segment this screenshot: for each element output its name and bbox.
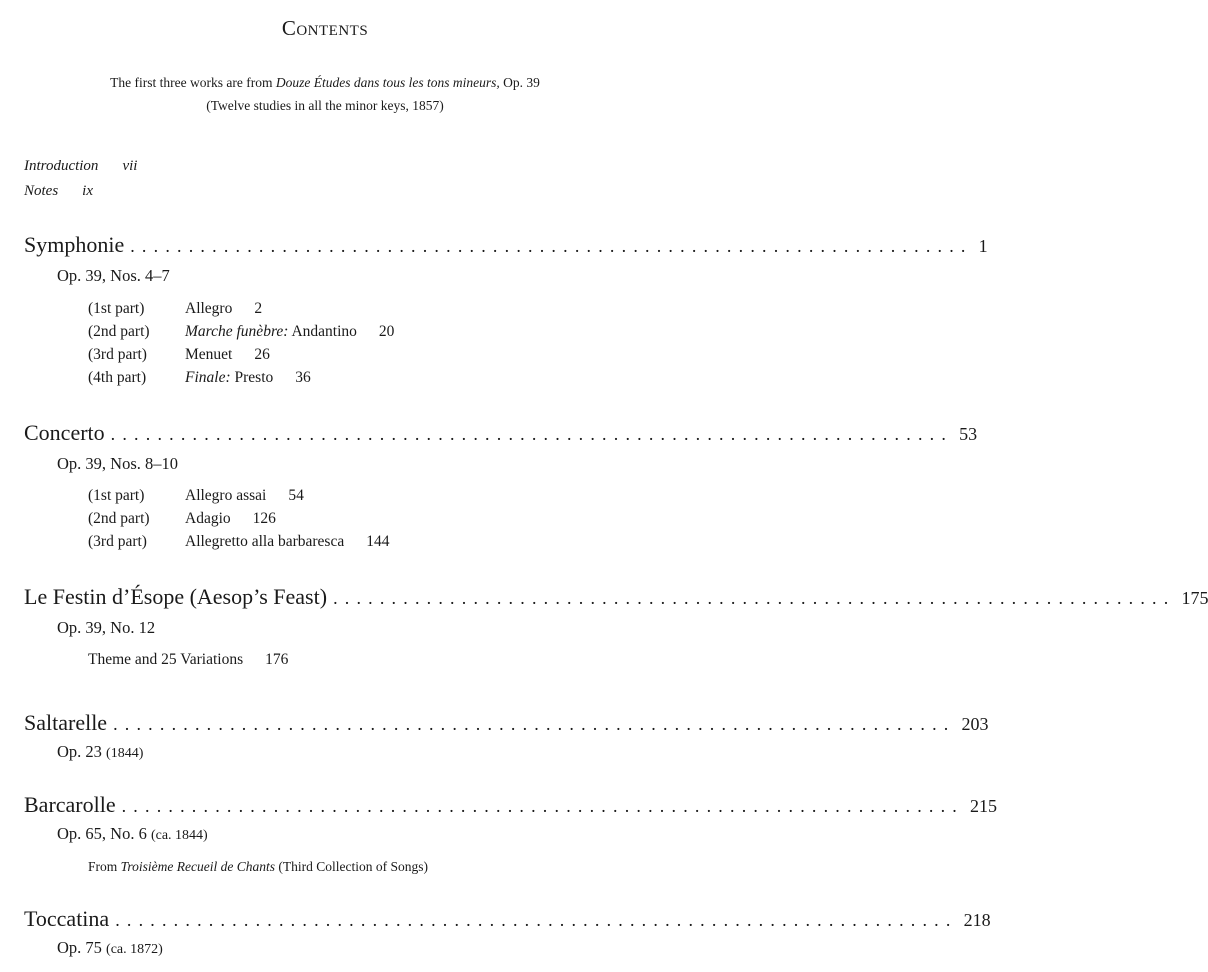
- front-matter-label: Introduction: [24, 158, 99, 174]
- movement-title: Presto: [230, 369, 274, 386]
- opus-line: Op. 39, Nos. 8–10: [57, 454, 179, 473]
- entry-title: Symphonie: [24, 232, 125, 257]
- opus-number: Op. 65, No. 6: [57, 824, 147, 843]
- entry-page-number: 218: [963, 910, 991, 930]
- entry-page-number: 203: [961, 714, 989, 734]
- intro-note-line-1: [0, 75, 650, 91]
- movement-page: 126: [252, 510, 276, 527]
- movement-title-italic: Marche funèbre:: [185, 323, 289, 340]
- entry-title: Toccatina: [24, 906, 110, 931]
- movement-title: Adagio: [185, 510, 231, 527]
- opus-year: (ca. 1872): [106, 942, 163, 957]
- theme-row[interactable]: [88, 651, 288, 669]
- entry-page-number: 215: [970, 796, 998, 816]
- movement-part: (3rd part): [88, 533, 147, 550]
- opus-year: (ca. 1844): [150, 828, 208, 843]
- theme-page: 176: [265, 651, 289, 668]
- movement-part: (1st part): [88, 487, 145, 504]
- movement-title: Andantino: [288, 323, 357, 340]
- opus-line: [57, 938, 163, 958]
- movement-title: Allegretto alla barbaresca: [185, 533, 345, 550]
- dot-leader: ........................................................................: [113, 714, 956, 734]
- dot-leader: ........................................................................: [115, 910, 958, 930]
- entry-title: Barcarolle: [24, 792, 116, 817]
- entry-page-number: 53: [959, 424, 978, 444]
- movement-part: (2nd part): [88, 510, 150, 527]
- entry-page-number: 1: [978, 236, 988, 256]
- movement-page: 54: [288, 487, 304, 504]
- intro-note-post: Op. 39: [499, 75, 540, 90]
- toc-entry-barcarolle[interactable]: [24, 792, 998, 818]
- movement-page: 20: [378, 323, 395, 340]
- movement-title: Menuet: [185, 346, 233, 363]
- movement-part: (3rd part): [88, 346, 147, 363]
- intro-note-pre: The first three works are from: [110, 75, 276, 90]
- front-matter-introduction[interactable]: [24, 158, 137, 175]
- opus-line: Op. 39, Nos. 4–7: [57, 266, 170, 285]
- movement-page: 26: [254, 346, 270, 363]
- movement-title: Allegro assai: [185, 487, 267, 504]
- movement-page: 144: [366, 533, 390, 550]
- intro-note-italic-title: Douze Études dans tous les tons mineurs,: [275, 75, 500, 90]
- opus-line: [57, 824, 208, 844]
- front-matter-page: ix: [82, 183, 93, 199]
- dot-leader: ........................................................................: [110, 424, 954, 444]
- theme-title: Theme and 25 Variations: [88, 651, 244, 668]
- toc-entry-festin-d-esope[interactable]: [24, 584, 1208, 610]
- entry-title: Concerto: [24, 420, 105, 445]
- movement-part: (4th part): [88, 369, 147, 386]
- entry-title: Saltarelle: [24, 710, 108, 735]
- entry-page-number: 175: [1181, 588, 1208, 608]
- source-collection-line: [88, 859, 428, 875]
- page-title: Contents: [281, 16, 369, 40]
- opus-number: Op. 23: [57, 742, 102, 761]
- source-post: (Third Collection of Songs): [275, 859, 428, 874]
- toc-entry-saltarelle[interactable]: [24, 710, 989, 736]
- toc-entry-concerto[interactable]: [24, 420, 978, 446]
- intro-note-line-2: (Twelve studies in all the minor keys, 1857): [206, 98, 444, 113]
- movement-title: Allegro: [185, 300, 233, 317]
- front-matter-page: vii: [122, 158, 138, 174]
- movement-part: (2nd part): [88, 323, 150, 340]
- movement-page: 36: [295, 369, 311, 386]
- movement-page: 2: [254, 300, 263, 317]
- opus-year: (1844): [106, 746, 144, 761]
- opus-line: Op. 39, No. 12: [57, 618, 156, 637]
- source-pre: From: [88, 859, 121, 874]
- entry-title: Le Festin d’Ésope (Aesop’s Feast): [24, 584, 328, 609]
- opus-line: [57, 742, 143, 762]
- dot-leader: ........................................................................: [333, 588, 1176, 608]
- opus-number: Op. 75: [57, 938, 102, 957]
- toc-entry-symphonie[interactable]: [24, 232, 988, 258]
- front-matter-label: Notes: [24, 183, 59, 199]
- movement-title-italic: Finale:: [185, 369, 231, 386]
- source-italic-title: Troisième Recueil de Chants: [120, 859, 275, 874]
- toc-entry-toccatina[interactable]: [24, 906, 991, 932]
- dot-leader: ........................................................................: [121, 796, 965, 816]
- front-matter-notes[interactable]: [24, 183, 93, 200]
- dot-leader: ........................................................................: [130, 236, 973, 256]
- movement-part: (1st part): [88, 300, 145, 317]
